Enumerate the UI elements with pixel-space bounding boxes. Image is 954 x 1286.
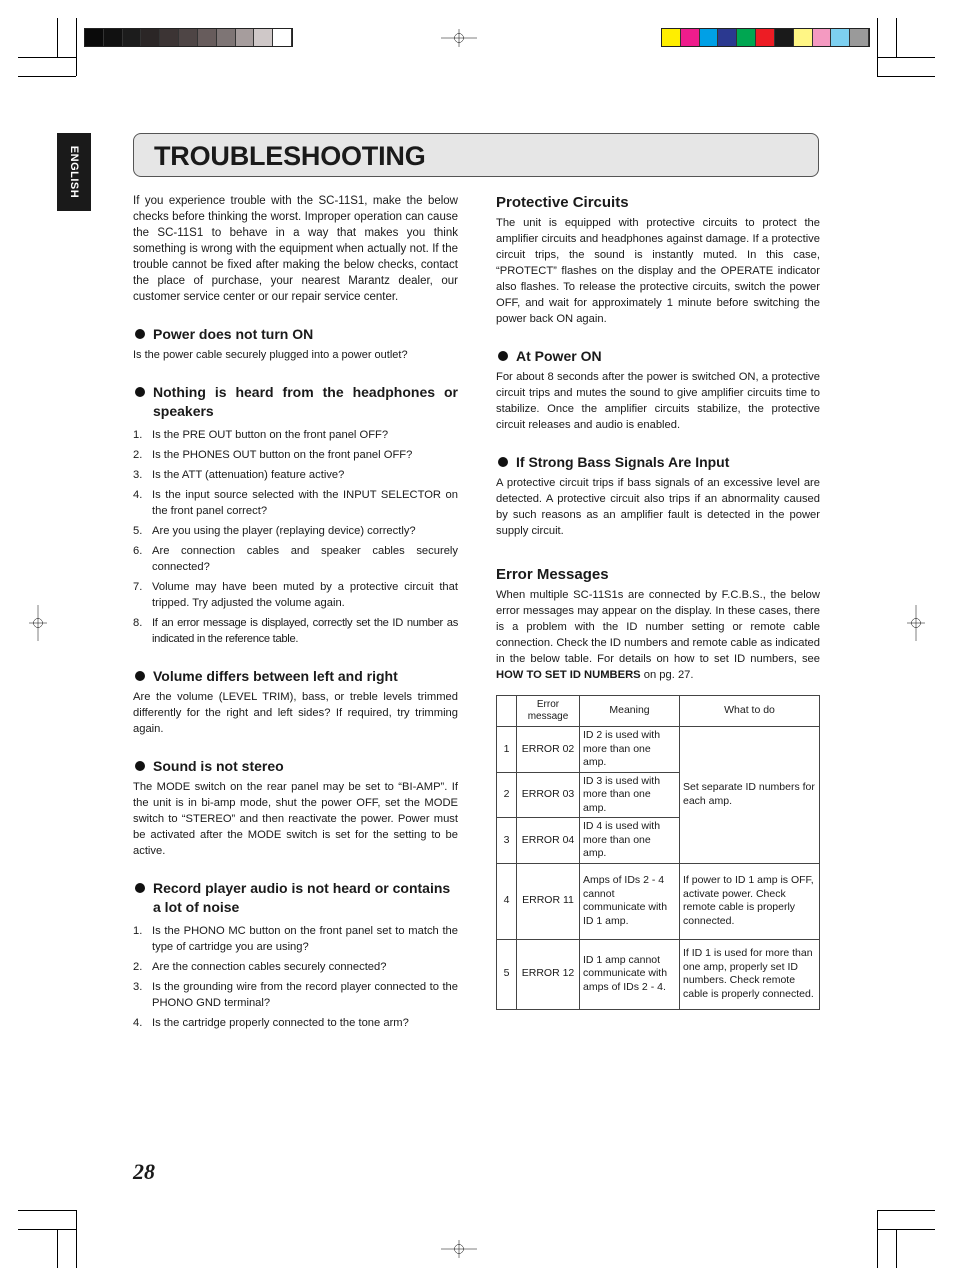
language-tab-label: ENGLISH (68, 145, 80, 199)
registration-mark-right (898, 605, 934, 641)
gray-swatch (254, 29, 273, 46)
section-text: Are the volume (LEVEL TRIM), bass, or treble levels trimmed differently for the right and left sides? If required, try trimming again. (133, 691, 458, 735)
shared-action-cell: Set separate ID numbers for each amp. (680, 727, 820, 864)
list-item: 1. Is the PRE OUT button on the front panel OFF? (133, 429, 389, 441)
list-item: 7. Volume may have been muted by a protective circuit that tripped. Try adjusted the volume again. (133, 581, 458, 609)
check-list (133, 427, 458, 647)
color-calibration-bar (661, 28, 870, 47)
section-heading: Record player audio is not heard or contains a lot of noise (133, 879, 458, 917)
color-swatch (813, 29, 832, 46)
table-row: 4 ERROR 11 Amps of IDs 2 - 4 cannot communicate with ID 1 amp. If power to ID 1 amp is OFF, activate power. Check remote cable is properly connected. (497, 863, 820, 939)
section-heading: Nothing is heard from the headphones or speakers (133, 383, 458, 421)
gray-swatch (217, 29, 236, 46)
section-heading: If Strong Bass Signals Are Input (496, 453, 820, 472)
list-item: 5. Are you using the player (replaying device) correctly? (133, 525, 416, 537)
gray-swatch (273, 29, 292, 46)
section-text: When multiple SC-11S1s are connected by F.C.B.S., the below error messages may appear on the display. In these cases, there is a problem with the ID number setting or remote cable connection. Check the ID numbers and remote cable as indicated in the below table. For details on how to set ID numbers, see HOW TO SET ID NUMBERS on pg. 27. (496, 589, 821, 681)
list-item: 4. Is the cartridge properly connected to the tone arm? (133, 1017, 409, 1029)
table-row: 3 ERROR 04 ID 4 is used with more than one amp. (497, 818, 820, 864)
color-swatch (737, 29, 756, 46)
table-header-row (497, 696, 820, 727)
gray-swatch (179, 29, 198, 46)
section-heading: Volume differs between left and right (133, 667, 458, 686)
gray-swatch (85, 29, 104, 46)
section-heading: Protective Circuits (496, 194, 629, 211)
section-text: Is the power cable securely plugged into a power outlet? (133, 349, 408, 361)
gray-swatch (104, 29, 123, 46)
section-heading: At Power ON (496, 347, 820, 366)
section-text: A protective circuit trips if bass signals of an excessive level are detected. A protective circuit also trips if an abnormality caused by such reasons as an amplifier fault is detected in the power supply circuit. (496, 477, 820, 537)
color-swatch (794, 29, 813, 46)
bullet-icon (135, 671, 145, 681)
color-swatch (700, 29, 719, 46)
bullet-icon (135, 761, 145, 771)
language-tab (57, 133, 91, 211)
intro-paragraph: If you experience trouble with the SC-11S1, make the below checks before thinking the worst. Improper operation can cause the SC-11S1 to behave in a way that makes you think something is wrong with the equipment when actually not. If the trouble cannot be fixed after making the below checks, contact the place of purchase, your nearest Marantz dealer, our customer service center or our repair service center. (133, 195, 458, 303)
list-item: 2. Are the connection cables securely connected? (133, 961, 387, 973)
page-number: 28 (133, 1159, 155, 1184)
section-text: The MODE switch on the rear panel may be set to “BI-AMP”. If the unit is in bi-amp mode, shut the power OFF, set the MODE switch to “STEREO” and then reactivate the power. Power must be activated after the MODE switch is set for the setting to be active. (133, 781, 458, 857)
bullet-icon (135, 329, 145, 339)
list-item: 3. Is the ATT (attenuation) feature active? (133, 469, 345, 481)
table-header: What to do (680, 696, 820, 727)
list-item: 4. Is the input source selected with the INPUT SELECTOR on the front panel correct? (133, 489, 458, 517)
bullet-icon (498, 351, 508, 361)
registration-mark-left (20, 605, 56, 641)
table-row: 2 ERROR 03 ID 3 is used with more than one amp. (497, 772, 820, 818)
gray-swatch (123, 29, 142, 46)
gray-swatch (198, 29, 217, 46)
table-header: Error message (517, 696, 580, 727)
color-swatch (662, 29, 681, 46)
title-banner (133, 133, 819, 177)
section-heading: Power does not turn ON (133, 325, 458, 344)
registration-mark-top (441, 20, 477, 56)
table-row: 5 ERROR 12 ID 1 amp cannot communicate with amps of IDs 2 - 4. If ID 1 is used for more than one amp, properly set ID numbers. Check remote cable is properly connected. (497, 939, 820, 1009)
color-swatch (756, 29, 775, 46)
list-item: 6. Are connection cables and speaker cables securely connected? (133, 545, 458, 573)
bullet-icon (135, 387, 145, 397)
section-heading: Sound is not stereo (133, 757, 458, 776)
color-swatch (718, 29, 737, 46)
check-list (133, 923, 458, 1031)
list-item: 3. Is the grounding wire from the record player connected to the PHONO GND terminal? (133, 981, 458, 1009)
list-item: 2. Is the PHONES OUT button on the front panel OFF? (133, 449, 413, 461)
error-table (496, 695, 820, 1010)
list-item: 8. If an error message is displayed, correctly set the ID number as indicated in the reference table. (133, 617, 458, 645)
table-row: 1 ERROR 02 ID 2 is used with more than one amp. Set separate ID numbers for each amp. (497, 727, 820, 773)
left-column (133, 193, 458, 1035)
section-text: The unit is equipped with protective circuits to protect the amplifier circuits and headphones against damage. If a protective circuit trips, the sound is instantly muted. In this case, “PROTECT” flashes on the display and the OPERATE indicator also flashes. To release the protective circuits, switch the power OFF, and wait for approximately 1 minute before switching the power back ON again. (496, 217, 820, 325)
table-header: Meaning (580, 696, 680, 727)
page-title: TROUBLESHOOTING (154, 141, 426, 171)
section-text: For about 8 seconds after the power is switched ON, a protective circuit trips and mutes the sound to give amplifier circuits time to stabilize. Once the amplifier circuits stabilize, the protective circuit releases and audio is enabled. (496, 371, 820, 431)
list-item: 1. Is the PHONO MC button on the front panel set to match the type of cartridge you are using? (133, 925, 458, 953)
color-swatch (850, 29, 869, 46)
color-swatch (681, 29, 700, 46)
gray-swatch (160, 29, 179, 46)
color-swatch (831, 29, 850, 46)
registration-mark-bottom (441, 1231, 477, 1267)
color-swatch (775, 29, 794, 46)
gray-swatch (236, 29, 255, 46)
bullet-icon (498, 457, 508, 467)
right-column (496, 193, 820, 683)
gray-calibration-bar (84, 28, 293, 47)
section-heading: Error Messages (496, 566, 609, 583)
bullet-icon (135, 883, 145, 893)
gray-swatch (141, 29, 160, 46)
